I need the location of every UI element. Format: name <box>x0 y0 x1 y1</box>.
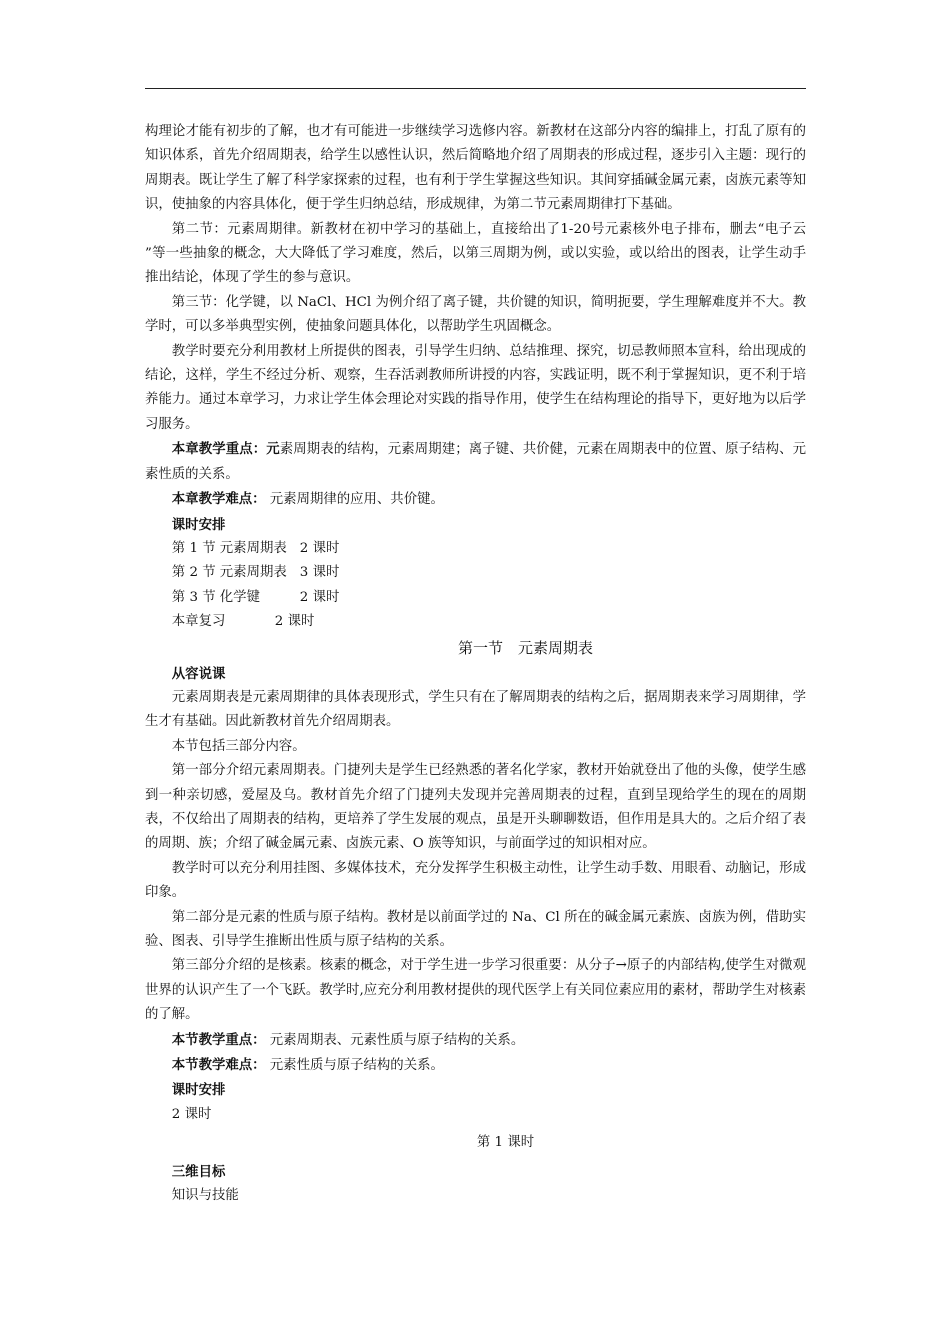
schedule-row <box>145 561 806 585</box>
chapter-focus-label: 本章教学重点：元 <box>171 441 280 458</box>
schedule-row-section: 第 1 节 <box>171 540 216 556</box>
schedule-row-section: 第 3 节 <box>171 589 216 605</box>
section-focus <box>145 1028 806 1053</box>
schedule-row-topic: 化学键 <box>219 589 260 605</box>
chapter-focus <box>145 437 806 487</box>
section-focus-text: 元素周期表、元素性质与原子结构的关系。 <box>265 1032 525 1048</box>
document-body <box>145 120 806 1208</box>
section-difficulty-label: 本节教学难点： <box>171 1057 266 1074</box>
paragraph-intro: 构理论才能有初步的了解，也才有可能进一步继续学习选修内容。新教材在这部分内容的编排上，打乱了原有的知识体系，首先介绍周期表，给学生以感性认识，然后简略地介绍了周期表的形成过程，逐步引入主题：现行的周期表。既让学生了解了科学家探索的过程，也有利于学生掌握这些知识。其间穿插碱金属元素，卤族元素等知识，使抽象的内容具体化，便于学生归纳总结，形成规律，为第二节元素周期律打下基础。 <box>145 124 806 213</box>
schedule-heading: 课时安排 <box>171 516 226 533</box>
schedule-row <box>145 537 806 561</box>
section-difficulty <box>145 1053 806 1078</box>
section-difficulty-text: 元素性质与原子结构的关系。 <box>265 1058 444 1074</box>
chapter-difficulty <box>145 487 806 512</box>
goals-subheading: 知识与技能 <box>171 1188 239 1204</box>
paragraph-s1: 元素周期表是元素周期律的具体表现形式，学生只有在了解周期表的结构之后，据周期表来学习周期律，学生才有基础。因此新教材首先介绍周期表。 <box>145 689 806 730</box>
paragraph-section3: 第三节：化学键，以 NaCl、HCl 为例介绍了离子键，共价键的知识，简明扼要，学生理解难度并不大。教学时，可以多举典型实例，使抽象问题具体化，以帮助学生巩固概念。 <box>145 294 806 335</box>
schedule-row-hours: 2 课时 <box>299 540 340 556</box>
chapter-focus-text: 素周期表的结构，元素周期建；离子键、共价健，元素在周期表中的位置、原子结构、元素性质的关系。 <box>145 442 806 482</box>
section-focus-label: 本节教学重点： <box>171 1031 266 1048</box>
paragraph-s3: 第一部分介绍元素周期表。门捷列夫是学生已经熟悉的著名化学家，教材开始就登出了他的头像，使学生感到一种亲切感，爱屋及乌。教材首先介绍了门捷列夫发现并完善周期表的过程，直到呈现给学生的现在的周期表，不仅给出了周期表的结构，更培养了学生发展的观点，虽是开头聊聊数语，但作用是具大的。之后介绍了表的周期、族；介绍了碱金属元素、卤族元素、O 族等知识，与前面学过的知识相对应。 <box>145 763 806 852</box>
chapter-difficulty-label: 本章教学难点： <box>171 491 266 508</box>
schedule-row-hours: 2 课时 <box>299 589 340 605</box>
paragraph-s4: 教学时可以充分利用挂图、多媒体技术，充分发挥学生积极主动性，让学生动手数、用眼看、动脑记，形成印象。 <box>145 860 806 901</box>
schedule-row-hours: 3 课时 <box>299 565 340 581</box>
paragraph-teaching: 教学时要充分利用教材上所提供的图表，引导学生归纳、总结推理、探究，切忌教师照本宣科，给出现成的结论，这样，学生不经过分析、观察，生吞活剥教师所讲授的内容，实践证明，既不利于掌握知识，更不利于培养能力。通过本章学习，力求让学生体会理论对实践的指导作用，使学生在结构理论的指导下，更好地为以后学习服务。 <box>145 343 806 432</box>
section-title: 第一节 元素周期表 <box>457 638 593 657</box>
schedule-row-topic: 元素周期表 <box>219 540 287 556</box>
schedule-row-topic: 元素周期表 <box>219 565 287 581</box>
paragraph-s2: 本节包括三部分内容。 <box>171 738 306 754</box>
schedule-row-section: 第 2 节 <box>171 565 216 581</box>
schedule-review-hours: 2 课时 <box>274 614 315 630</box>
paragraph-s6: 第三部分介绍的是核素。核素的概念，对于学生进一步学习很重要：从分子→原子的内部结构,使学生对微观世界的认识产生了一个飞跃。教学时,应充分利用教材提供的现代医学上有关同位素应用的素材，帮助学生对核素的了解。 <box>145 958 806 1023</box>
header-rule <box>145 88 806 89</box>
talk-heading: 从容说课 <box>171 665 226 682</box>
schedule-review-label: 本章复习 <box>171 614 226 630</box>
paragraph-section2: 第二节：元素周期律。新教材在初中学习的基础上，直接给出了1-20号元素核外电子排布，删去“电子云 ”等一些抽象的概念，大大降低了学习难度，然后，以第三周期为例，或以实验，或以给出的图表，让学生动手推出结论，体现了学生的参与意识。 <box>145 221 806 286</box>
goals-heading: 三维目标 <box>171 1163 226 1180</box>
chapter-difficulty-text: 元素周期律的应用、共价键。 <box>265 492 444 508</box>
lesson-title: 第 1 课时 <box>476 1135 535 1151</box>
section-schedule-value: 2 课时 <box>171 1106 212 1122</box>
section-schedule-heading: 课时安排 <box>171 1082 226 1099</box>
schedule-review-row <box>145 610 806 634</box>
paragraph-s5: 第二部分是元素的性质与原子结构。教材是以前面学过的 Na、Cl 所在的碱金属元素族、卤族为例，借助实验、图表、引导学生推断出性质与原子结构的关系。 <box>145 909 806 949</box>
schedule-row <box>145 586 806 610</box>
